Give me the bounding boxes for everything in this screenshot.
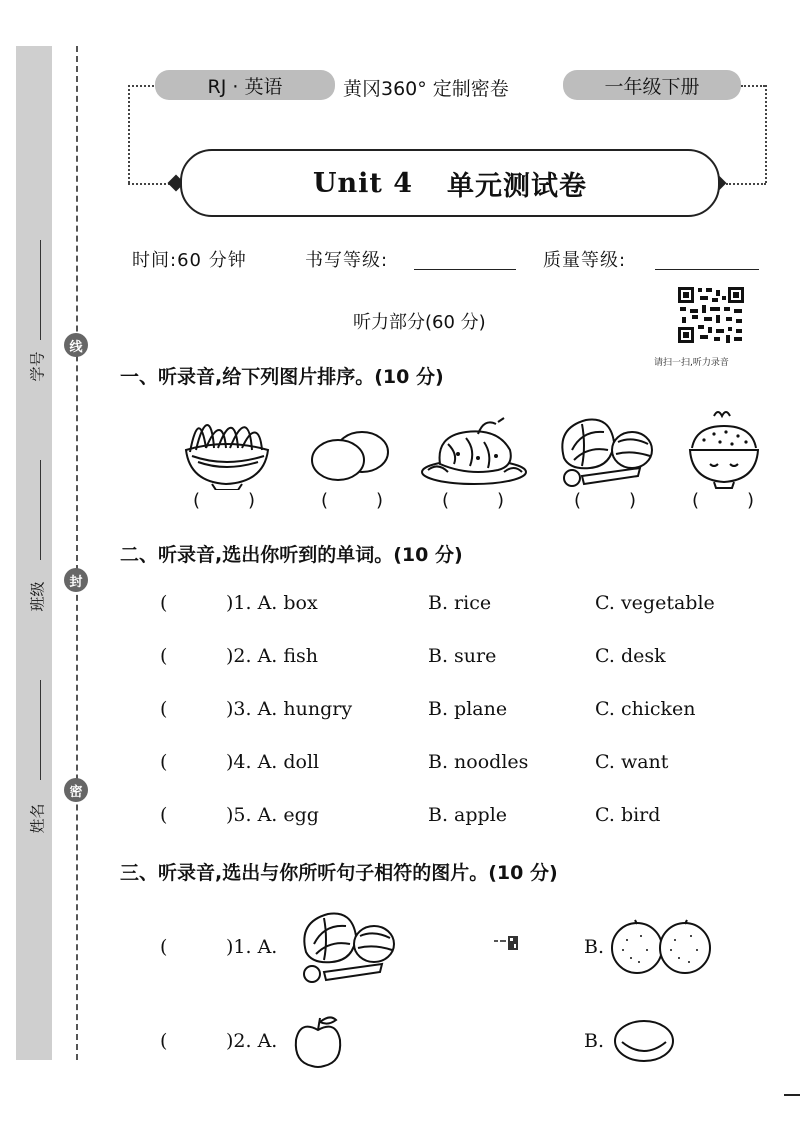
frame-dotted-top-right bbox=[741, 85, 765, 87]
option-a: )5. A. egg bbox=[226, 804, 319, 826]
frame-dotted-bottom-left bbox=[128, 183, 170, 185]
quality-grade-blank bbox=[655, 269, 759, 270]
tiny-qr-icon bbox=[494, 936, 518, 950]
seal-mark-mi: 密 bbox=[64, 778, 88, 802]
frame-dotted-right bbox=[765, 85, 767, 183]
seal-mark-feng: 封 bbox=[64, 568, 88, 592]
apple-icon[interactable] bbox=[290, 1012, 346, 1070]
frame-dotted-bottom-right bbox=[726, 183, 766, 185]
option-c: C. desk bbox=[595, 645, 666, 667]
answer-paren[interactable]: ( bbox=[160, 592, 168, 614]
option-c: C. chicken bbox=[595, 698, 696, 720]
answer-blank-1[interactable]: ( ) bbox=[193, 490, 255, 511]
option-b: B. rice bbox=[428, 592, 492, 614]
series-title: 黄冈360° 定制密卷 bbox=[343, 78, 509, 100]
binding-margin-strip bbox=[16, 46, 52, 1060]
vegetables-icon bbox=[552, 410, 656, 490]
writing-grade-blank bbox=[414, 269, 516, 270]
section-3-title: 三、听录音,选出与你所听句子相符的图片。(10 分) bbox=[120, 862, 558, 884]
answer-paren[interactable]: ( bbox=[160, 1030, 168, 1052]
eggs-icon bbox=[310, 428, 392, 484]
option-b: B. noodles bbox=[428, 751, 529, 773]
answer-blank-3[interactable]: ( ) bbox=[442, 490, 504, 511]
option-a: )4. A. doll bbox=[226, 751, 320, 773]
option-b: B. apple bbox=[428, 804, 508, 826]
field-name: 姓名 bbox=[28, 802, 47, 834]
egg-icon[interactable] bbox=[612, 1018, 676, 1064]
page-edge-mark bbox=[784, 1094, 800, 1096]
name-blank-line bbox=[40, 680, 41, 780]
option-b: B. sure bbox=[428, 645, 497, 667]
answer-blank-2[interactable]: ( ) bbox=[321, 490, 383, 511]
field-class: 班级 bbox=[28, 580, 47, 612]
seal-mark-xian: 线 bbox=[64, 333, 88, 357]
answer-paren[interactable]: ( bbox=[160, 751, 168, 773]
answer-paren[interactable]: ( bbox=[160, 804, 168, 826]
field-student-number: 学号 bbox=[28, 350, 47, 382]
unit-title-banner bbox=[180, 149, 720, 217]
subject-pill: RJ · 英语 bbox=[155, 70, 335, 100]
grade-pill: 一年级下册 bbox=[563, 70, 741, 100]
chicken-icon bbox=[418, 414, 530, 490]
noodles-icon bbox=[176, 410, 276, 490]
answer-paren[interactable]: ( bbox=[160, 698, 168, 720]
class-blank-line bbox=[40, 460, 41, 560]
quality-grade-label: 质量等级: bbox=[543, 250, 627, 271]
option-b-label: B. bbox=[584, 936, 605, 958]
vegetables-icon[interactable] bbox=[294, 904, 398, 986]
option-a-label: )2. A. bbox=[226, 1030, 278, 1052]
test-title: 单元测试卷 bbox=[447, 170, 588, 202]
section-1-title: 一、听录音,给下列图片排序。(10 分) bbox=[120, 366, 444, 388]
writing-grade-label: 书写等级: bbox=[305, 250, 389, 271]
oranges-icon[interactable] bbox=[607, 918, 715, 976]
option-b-label: B. bbox=[584, 1030, 605, 1052]
option-c: C. bird bbox=[595, 804, 661, 826]
seal-dashed-line bbox=[76, 46, 78, 1060]
section-2-title: 二、听录音,选出你听到的单词。(10 分) bbox=[120, 544, 463, 566]
option-a: )2. A. fish bbox=[226, 645, 319, 667]
option-c: C. want bbox=[595, 751, 669, 773]
unit-label: Unit 4 bbox=[312, 167, 414, 199]
option-a: )1. A. box bbox=[226, 592, 318, 614]
number-blank-line bbox=[40, 240, 41, 340]
frame-dotted-left bbox=[128, 85, 130, 183]
answer-paren[interactable]: ( bbox=[160, 645, 168, 667]
option-a-label: )1. A. bbox=[226, 936, 278, 958]
option-b: B. plane bbox=[428, 698, 508, 720]
answer-blank-4[interactable]: ( ) bbox=[574, 490, 636, 511]
option-c: C. vegetable bbox=[595, 592, 715, 614]
rice-icon bbox=[684, 404, 764, 490]
option-a: )3. A. hungry bbox=[226, 698, 353, 720]
answer-paren[interactable]: ( bbox=[160, 936, 168, 958]
listening-part-title: 听力部分(60 分) bbox=[353, 312, 486, 333]
frame-dotted-top-left bbox=[128, 85, 154, 87]
answer-blank-5[interactable]: ( ) bbox=[692, 490, 754, 511]
qr-code-icon[interactable] bbox=[676, 285, 746, 345]
time-limit: 时间:60 分钟 bbox=[132, 250, 247, 271]
qr-caption: 请扫一扫,听力录音 bbox=[654, 358, 729, 368]
